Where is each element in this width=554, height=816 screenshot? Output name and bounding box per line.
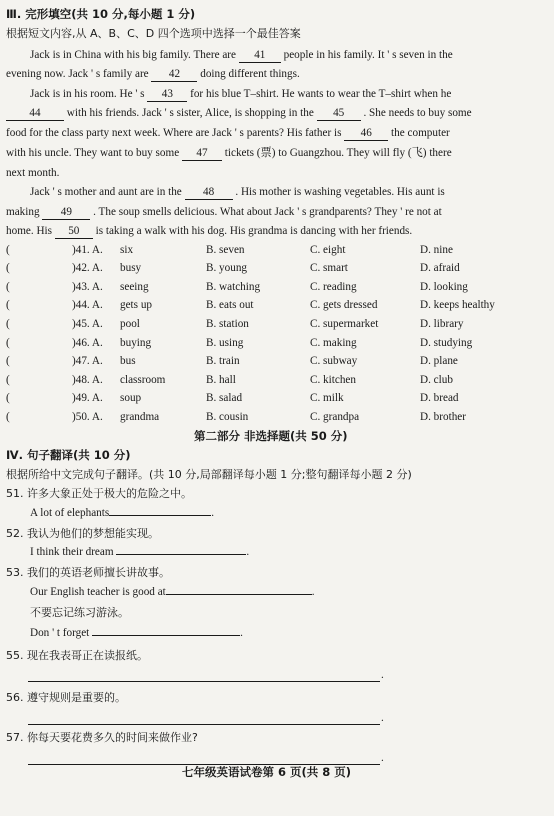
period: . xyxy=(311,586,315,598)
option-row-48 xyxy=(0,374,554,391)
question-51-english xyxy=(30,507,214,520)
answer-paren: ( xyxy=(6,262,10,274)
option-d: D. afraid xyxy=(420,262,460,274)
answer-paren: ( xyxy=(6,337,10,349)
option-row-43 xyxy=(0,281,554,298)
page-footer: 七年级英语试卷第 6 页(共 8 页) xyxy=(182,765,352,779)
answer-line-55[interactable] xyxy=(28,681,380,682)
option-row-44 xyxy=(0,299,554,316)
passage-line xyxy=(30,186,445,200)
option-a: six xyxy=(120,244,134,256)
option-row-49 xyxy=(0,392,554,409)
answer-line-56[interactable] xyxy=(28,724,380,725)
option-a: bus xyxy=(120,355,136,367)
option-c: C. grandpa xyxy=(310,411,360,423)
answer-paren: ( xyxy=(6,299,10,311)
answer-blank-53[interactable] xyxy=(166,594,312,595)
passage-text: . His mother is washing vegetables. His aunt is xyxy=(235,186,445,198)
period: . xyxy=(240,627,243,639)
option-b: B. watching xyxy=(206,281,261,293)
section-4-instruction: 根据所给中文完成句子翻译。(共 10 分,局部翻译每小题 1 分;整句翻译每小题 2 分) xyxy=(6,468,412,481)
option-a: gets up xyxy=(120,299,153,311)
sentence-prompt: A lot of elephants xyxy=(30,507,110,519)
period: . xyxy=(211,507,215,519)
passage-text: with his friends. Jack ' s sister, Alice, is shopping in the xyxy=(66,107,314,119)
passage-text: people in his family. It ' s seven in the xyxy=(283,49,453,61)
option-d: D. studying xyxy=(420,337,473,349)
passage-line xyxy=(30,88,451,102)
blank-48: 48 xyxy=(185,187,233,200)
question-number: )49. A. xyxy=(72,392,103,404)
blank-46: 46 xyxy=(344,128,388,141)
option-d: D. bread xyxy=(420,392,459,404)
question-52-english xyxy=(30,546,249,559)
answer-blank-51[interactable] xyxy=(109,515,211,516)
option-d: D. looking xyxy=(420,281,468,293)
option-row-46 xyxy=(0,337,554,354)
passage-text: doing different things. xyxy=(200,68,300,80)
passage-text: is taking a walk with his dog. His grandma is dancing with her friends. xyxy=(95,225,413,237)
option-a: grandma xyxy=(120,411,160,423)
option-c: C. reading xyxy=(310,281,357,293)
question-53-chinese: 53. 我们的英语老师擅长讲故事。 xyxy=(6,566,170,579)
answer-paren: ( xyxy=(6,355,10,367)
question-51-chinese: 51. 许多大象正处于极大的危险之中。 xyxy=(6,487,192,500)
question-number: )50. A. xyxy=(72,411,103,423)
period: . xyxy=(381,752,384,764)
question-52-chinese: 52. 我认为他们的梦想能实现。 xyxy=(6,527,159,540)
passage-text: for his blue T–shirt. He wants to wear the T–shirt when he xyxy=(190,88,452,100)
question-56-chinese: 56. 遵守规则是重要的。 xyxy=(6,691,126,704)
blank-45: 45 xyxy=(317,108,361,121)
answer-paren: ( xyxy=(6,411,10,423)
passage-text: tickets (票) to Guangzhou. They will fly (飞) there xyxy=(224,147,452,159)
option-a: classroom xyxy=(120,374,166,386)
passage-text: . The soup smells delicious. What about Jack ' s grandparents? They ' re not at xyxy=(93,206,442,218)
passage-line xyxy=(30,49,453,63)
answer-paren: ( xyxy=(6,281,10,293)
option-c: C. milk xyxy=(310,392,344,404)
option-c: C. kitchen xyxy=(310,374,356,386)
passage-text: food for the class party next week. Where are Jack ' s parents? His father is xyxy=(6,127,342,139)
option-a: busy xyxy=(120,262,142,274)
question-number: )45. A. xyxy=(72,318,103,330)
passage-text: Jack ' s mother and aunt are in the xyxy=(30,186,182,198)
option-b: B. seven xyxy=(206,244,245,256)
option-d: D. plane xyxy=(420,355,458,367)
period: . xyxy=(246,546,250,558)
option-b: B. salad xyxy=(206,392,243,404)
passage-text: Jack is in his room. He ' s xyxy=(30,88,145,100)
section-4-title: Ⅳ. 句子翻译(共 10 分) xyxy=(6,448,131,462)
question-54-chinese: 不要忘记练习游泳。 xyxy=(30,606,129,619)
option-c: C. gets dressed xyxy=(310,299,378,311)
answer-paren: ( xyxy=(6,392,10,404)
passage-text: home. His xyxy=(6,225,52,237)
option-a: soup xyxy=(120,392,142,404)
answer-blank-52[interactable] xyxy=(116,554,246,555)
passage-line xyxy=(6,206,442,220)
option-d: D. club xyxy=(420,374,453,386)
question-number: )42. A. xyxy=(72,262,103,274)
period: . xyxy=(381,712,384,724)
option-row-50 xyxy=(0,411,554,428)
answer-paren: ( xyxy=(6,318,10,330)
answer-blank-54[interactable] xyxy=(92,635,240,636)
answer-paren: ( xyxy=(6,374,10,386)
option-d: D. brother xyxy=(420,411,466,423)
question-number: )43. A. xyxy=(72,281,103,293)
question-number: )48. A. xyxy=(72,374,103,386)
question-53-english xyxy=(30,586,315,599)
blank-49: 49 xyxy=(42,207,90,220)
option-c: C. eight xyxy=(310,244,346,256)
option-b: B. cousin xyxy=(206,411,249,423)
section-3-instruction: 根据短文内容,从 A、B、C、D 四个选项中选择一个最佳答案 xyxy=(6,27,301,40)
option-b: B. young xyxy=(206,262,248,274)
answer-paren: ( xyxy=(6,244,10,256)
passage-text: . She needs to buy some xyxy=(363,107,472,119)
blank-42: 42 xyxy=(151,69,197,82)
option-b: B. train xyxy=(206,355,240,367)
sentence-prompt: Don ' t forget xyxy=(30,627,90,639)
passage-text: the computer xyxy=(391,127,450,139)
option-b: B. hall xyxy=(206,374,236,386)
blank-41: 41 xyxy=(239,50,281,63)
question-number: )44. A. xyxy=(72,299,103,311)
part-2-title: 第二部分 非选择题(共 50 分) xyxy=(194,429,348,443)
passage-text: Jack is in China with his big family. There are xyxy=(30,49,236,61)
passage-text: evening now. Jack ' s family are xyxy=(6,68,149,80)
question-55-chinese: 55. 现在我表哥正在读报纸。 xyxy=(6,649,148,662)
sentence-prompt: Our English teacher is good at xyxy=(30,586,166,598)
blank-44: 44 xyxy=(6,108,64,121)
option-a: pool xyxy=(120,318,140,330)
option-c: C. making xyxy=(310,337,357,349)
option-row-42 xyxy=(0,262,554,279)
question-number: )47. A. xyxy=(72,355,103,367)
passage-text: with his uncle. They want to buy some xyxy=(6,147,180,159)
passage-text: making xyxy=(6,206,40,218)
option-c: C. subway xyxy=(310,355,358,367)
option-row-45 xyxy=(0,318,554,335)
option-a: buying xyxy=(120,337,152,349)
passage-line: next month. xyxy=(6,167,60,179)
option-a: seeing xyxy=(120,281,149,293)
blank-50: 50 xyxy=(55,226,93,239)
option-c: C. supermarket xyxy=(310,318,379,330)
section-3-title: Ⅲ. 完形填空(共 10 分,每小题 1 分) xyxy=(6,7,196,21)
question-number: )41. A. xyxy=(72,244,103,256)
option-b: B. using xyxy=(206,337,244,349)
question-number: )46. A. xyxy=(72,337,103,349)
passage-line xyxy=(6,68,300,82)
question-54-english xyxy=(30,627,243,640)
option-d: D. keeps healthy xyxy=(420,299,495,311)
sentence-prompt: I think their dream xyxy=(30,546,114,558)
passage-line xyxy=(6,107,472,121)
blank-47: 47 xyxy=(182,148,222,161)
option-b: B. station xyxy=(206,318,249,330)
question-57-chinese: 57. 你每天要花费多久的时间来做作业? xyxy=(6,731,198,744)
option-d: D. nine xyxy=(420,244,453,256)
option-b: B. eats out xyxy=(206,299,254,311)
option-c: C. smart xyxy=(310,262,348,274)
option-row-41 xyxy=(0,244,554,261)
blank-43: 43 xyxy=(147,89,187,102)
passage-line xyxy=(6,225,412,239)
option-d: D. library xyxy=(420,318,464,330)
passage-line xyxy=(6,127,450,141)
passage-line xyxy=(6,147,452,161)
option-row-47 xyxy=(0,355,554,372)
period: . xyxy=(381,669,384,681)
